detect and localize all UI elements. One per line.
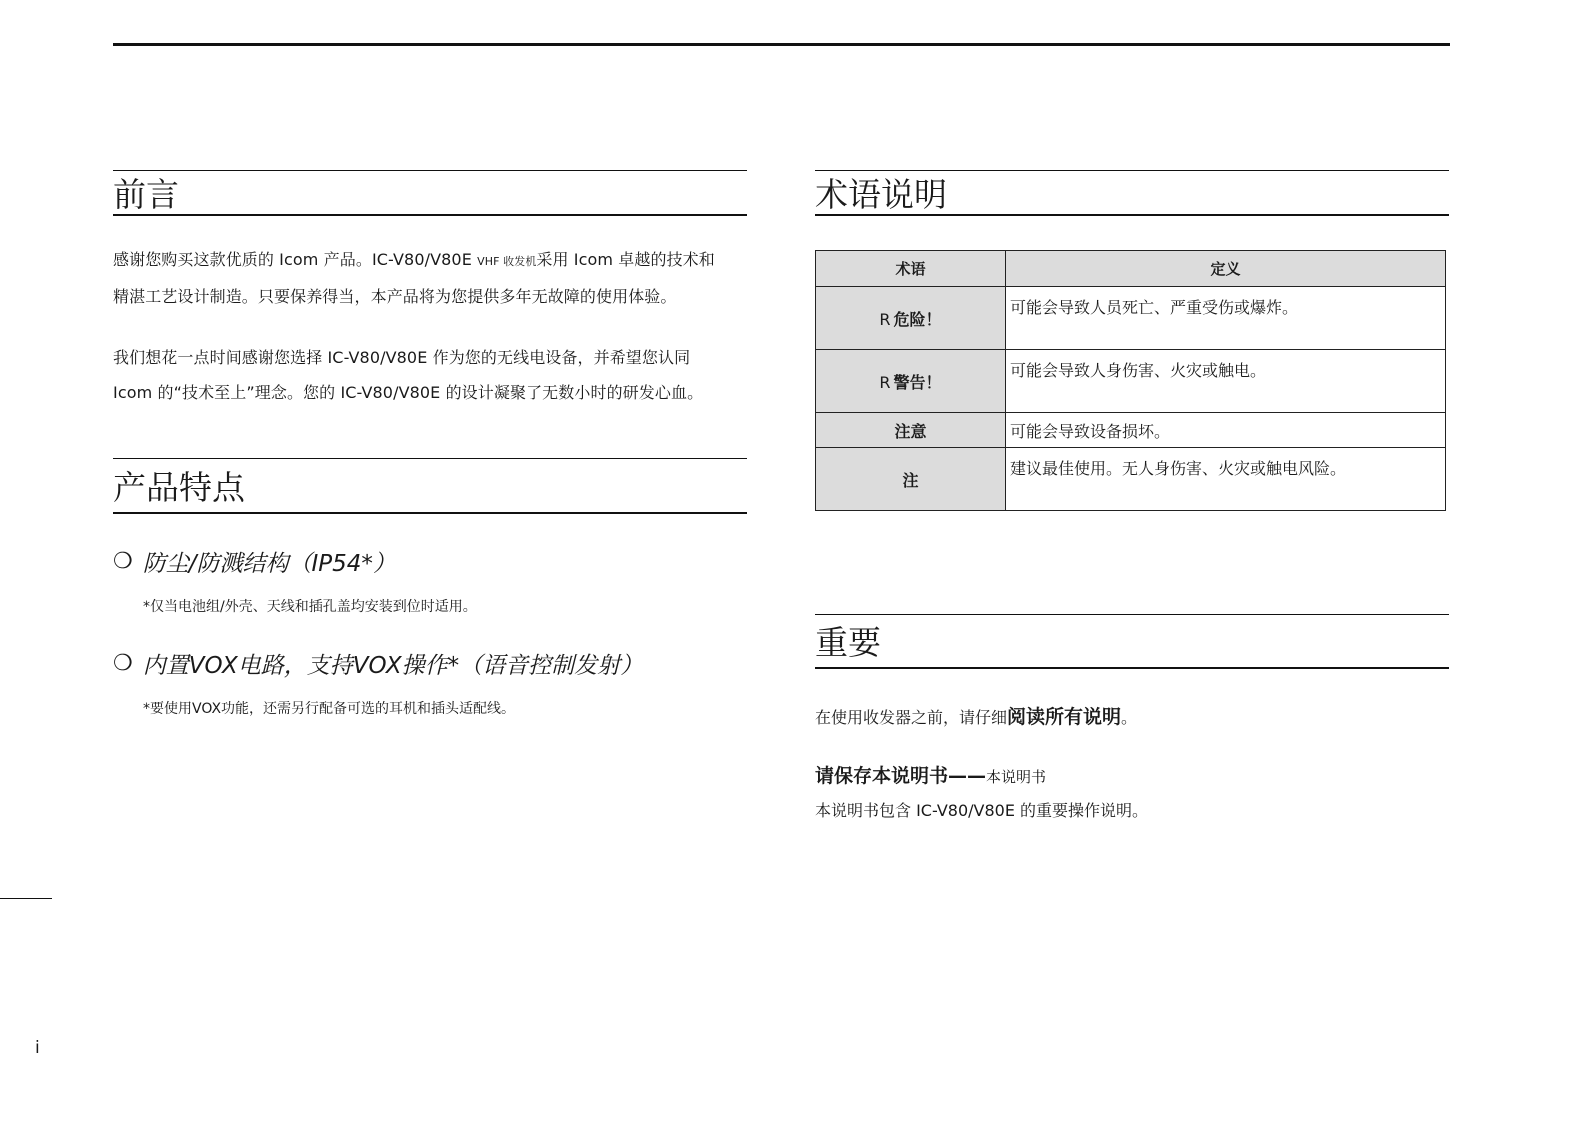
terms-table: [815, 250, 1446, 511]
feature-note: *要使用VOX功能，还需另行配备可选的耳机和插头适配线。: [143, 701, 516, 717]
important-line-1: 在使用收发器之前，请仔细阅读所有说明。: [815, 706, 1138, 728]
top-rule: [113, 43, 1450, 46]
definition-cell: 可能会导致人身伤害、火灾或触电。: [1006, 350, 1446, 413]
term-cell: R 危险！: [816, 287, 1006, 350]
table-row: [816, 350, 1446, 413]
warning-symbol-icon: R: [879, 372, 891, 392]
feature-item: ❍ 防尘/防溅结构（IP54*）: [113, 549, 396, 577]
bullet-icon: ❍: [113, 549, 133, 574]
important-line-2: 请保存本说明书——本说明书: [815, 765, 1047, 787]
important-line-3: 本说明书包含 IC-V80/V80E 的重要操作说明。: [815, 801, 1149, 820]
table-row: [816, 448, 1446, 511]
page-number: i: [35, 1038, 40, 1058]
preface-paragraph-1: 感谢您购买这款优质的 Icom 产品。IC-V80/V80E VHF 收发机采用 Icom 卓越的技术和 精湛工艺设计制造。只要保养得当，本产品将为您提供多年无故障的使用体验。: [113, 250, 715, 306]
preface-paragraph-2: 我们想花一点时间感谢您选择 IC-V80/V80E 作为您的无线电设备，并希望您认同 Icom 的“技术至上”理念。您的 IC-V80/V80E 的设计凝聚了无数小时的研发心血。: [113, 348, 704, 402]
term-cell: 注: [816, 448, 1006, 511]
preface-title: 前言: [113, 170, 747, 216]
table-row: [816, 413, 1446, 448]
terms-title: 术语说明: [815, 170, 1449, 216]
terms-header-term: 术语: [816, 251, 1006, 287]
definition-cell: 建议最佳使用。无人身伤害、火灾或触电风险。: [1006, 448, 1446, 511]
feature-note: *仅当电池组/外壳、天线和插孔盖均安装到位时适用。: [143, 599, 477, 615]
warning-symbol-icon: R: [879, 309, 891, 329]
definition-cell: 可能会导致人员死亡、严重受伤或爆炸。: [1006, 287, 1446, 350]
definition-cell: 可能会导致设备损坏。: [1006, 413, 1446, 448]
feature-item: ❍ 内置VOX电路，支持VOX操作*（语音控制发射）: [113, 651, 644, 679]
margin-rule: [0, 898, 52, 899]
terms-header-definition: 定义: [1006, 251, 1446, 287]
features-title: 产品特点: [113, 458, 747, 514]
bullet-icon: ❍: [113, 651, 133, 676]
term-cell: R 警告！: [816, 350, 1006, 413]
table-row: [816, 287, 1446, 350]
term-cell: 注意: [816, 413, 1006, 448]
important-title: 重要: [815, 614, 1449, 669]
